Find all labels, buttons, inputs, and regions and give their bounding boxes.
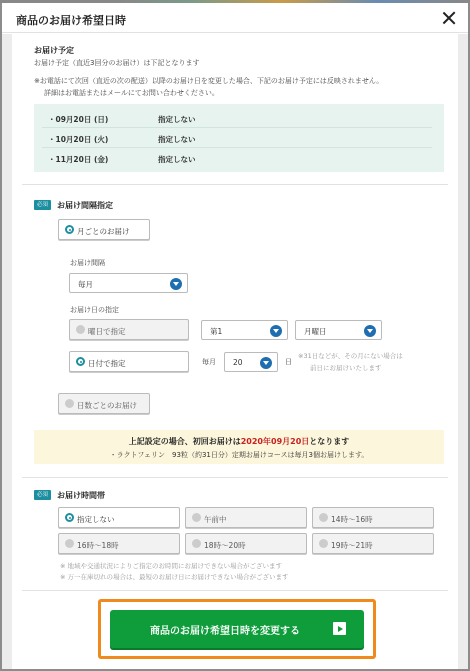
monthly-delivery-label: 月ごとのお届け [77,227,130,236]
day-spec-label: お届け日の指定 [70,306,119,314]
time-option[interactable] [58,507,180,528]
first-delivery-summary [34,430,444,464]
divider [22,477,448,478]
divider [22,184,448,185]
radio-unselected-icon [76,325,85,334]
divider [22,590,448,591]
plan-description: お届け予定（直近3回分のお届け）は下記となります [34,59,200,67]
time-option-label: 指定しない [77,515,115,524]
interval-label: お届け間隔 [70,259,105,267]
delivery-schedule-modal [2,3,468,669]
change-delivery-button[interactable] [110,610,364,648]
date-hint: ※31日などが、その月にない場合は [298,352,403,360]
schedule-value: 指定しない [158,135,196,144]
required-badge: 必須 [34,490,51,500]
date-option[interactable] [69,351,189,372]
radio-unselected-icon [65,539,74,548]
plan-label: お届け予定 [34,46,74,55]
chevron-down-icon [270,325,282,337]
required-badge: 必須 [34,200,51,210]
interval-select-value: 毎月 [78,280,93,289]
schedule-row [42,148,432,168]
modal-body [2,34,468,669]
weekday-option[interactable] [69,319,189,340]
cta-highlight-frame [98,599,376,659]
date-select-value: 20 [233,358,243,367]
schedule-row [42,128,432,148]
schedule-list [34,104,444,172]
radio-unselected-icon [192,513,201,522]
interval-title: お届け間隔指定 [57,201,113,210]
days-interval-option[interactable] [58,393,150,414]
time-option-label: 19時～21時 [331,541,373,550]
radio-selected-icon [65,513,74,522]
monthly-delivery-option[interactable] [58,219,150,240]
radio-unselected-icon [192,539,201,548]
days-interval-label: 日数ごとのお届け [77,401,137,410]
schedule-value: 指定しない [158,115,196,124]
time-option[interactable] [312,533,434,554]
summary-prefix: 上記設定の場合、初回お届けは [128,437,241,446]
schedule-date: ・10月20日 (火) [48,135,109,144]
chevron-down-icon [170,278,182,290]
chevron-down-icon [364,325,376,337]
radio-selected-icon [65,225,74,234]
first-delivery-date: 2020年09月20日 [240,437,310,446]
summary-headline [34,436,444,447]
close-icon[interactable] [440,9,458,27]
radio-unselected-icon [65,399,74,408]
weekday-select[interactable] [295,320,382,340]
change-delivery-label: 商品のお届け希望日時を変更する [150,626,300,637]
week-number-select[interactable] [201,320,288,340]
plan-note-detail: 詳細はお電話またはメールにてお問い合わせください。 [44,89,219,97]
time-option-label: 18時～20時 [204,541,246,550]
date-select[interactable] [224,352,278,372]
radio-selected-icon [76,357,85,366]
schedule-date: ・09月20日 (日) [48,115,109,124]
week-number-value: 第1 [210,327,223,336]
summary-suffix: となります [309,437,350,446]
modal-header [2,3,468,33]
every-month-label: 毎月 [202,358,216,366]
schedule-row [42,108,432,128]
modal-title: 商品のお届け希望日時 [16,14,126,27]
plan-note: ※お電話にて次回（直近の次の配送）以降のお届け日を変更した場合、下記のお届け予定には反映されません。 [34,77,384,85]
time-option[interactable] [185,533,307,554]
date-hint-detail: 前日にお届けいたします [310,364,382,372]
time-note: ※ 地域や交通状況によりご指定のお時間にお届けできない場合がございます [60,562,283,570]
arrow-right-icon [333,622,346,635]
radio-unselected-icon [319,513,328,522]
time-option-label: 午前中 [204,515,227,524]
chevron-down-icon [260,357,272,369]
summary-detail: ・ラクトフェリン 93粒（約31日分）定期お届けコースは毎月3個お届けします。 [109,451,369,459]
radio-unselected-icon [319,539,328,548]
schedule-date: ・11月20日 (金) [48,155,109,164]
date-option-label: 日付で指定 [88,359,126,368]
time-title: お届け時間帯 [57,491,105,500]
time-option-label: 16時～18時 [77,541,119,550]
schedule-value: 指定しない [158,155,196,164]
weekday-value: 月曜日 [304,327,327,336]
weekday-option-label: 曜日で指定 [88,327,126,336]
time-option-label: 14時～16時 [331,515,373,524]
interval-select[interactable] [69,273,188,293]
day-suffix: 日 [285,358,292,366]
time-option[interactable] [185,507,307,528]
time-option[interactable] [312,507,434,528]
time-option[interactable] [58,533,180,554]
time-note: ※ 万一在庫切れの場合は、最短のお届け日にお届けできない場合がございます [60,573,289,581]
